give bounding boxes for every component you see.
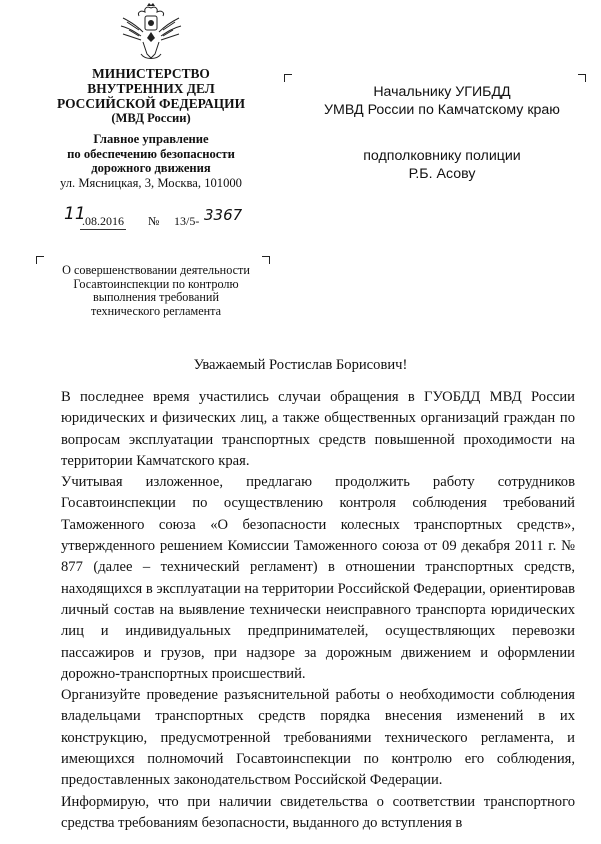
- recipient-line: подполковнику полиции: [363, 148, 521, 164]
- body-paragraph: Учитывая изложенное, предлагаю продолжить работу сотрудников Госавтоинспекции по осуществлению контроля соблюдения требований Таможенного союза «О безопасности колесных транспортных средств», утвержденного решением Комиссии Таможенного союза от 09 декабря 2011 г. № 877 (далее – технический регламент) в отношении транспортных средств, находящихся в эксплуатации на территории Российской Федерации, ориентировав личный состав на выявление технически неисправного транспорта юридических лиц и индивидуальных предпринимателей, осуществляющих перевозки пассажиров и грузов, при надзоре за дорожным движением и оформлении дорожно-транспортных происшествий.: [61, 474, 575, 682]
- recipient-line: Начальнику УГИБДД: [373, 84, 511, 100]
- ministry-emblem-icon: [117, 2, 185, 64]
- body-paragraph: Организуйте проведение разъяснительной работы о необходимости соблюдения владельцами транспортных средств порядка внесения изменений в их конструкцию, предусмотренной требованиями технического регламента, и имеющихся полномочий Госавтоинспекции по контролю его соблюдения, предоставленных законодательством Российской Федерации.: [61, 687, 575, 789]
- subject-line: Госавтоинспекции по контролю: [73, 276, 239, 291]
- recipient-line: УМВД России по Камчатскому краю: [324, 102, 560, 118]
- salutation: Уважаемый Ростислав Борисович!: [193, 357, 408, 373]
- recipient-block: [296, 83, 588, 183]
- letter-body: [61, 387, 575, 834]
- body-paragraph: Информирую, что при наличии свидетельства о соответствии транспортного средства требованиям безопасности, выданного до вступления в: [61, 793, 575, 831]
- subject-line: выполнения требований: [93, 290, 219, 305]
- org-line: РОССИЙСКОЙ ФЕДЕРАЦИИ: [56, 95, 246, 111]
- registration-line: [62, 204, 252, 228]
- recipient-corner-mark: [578, 74, 586, 82]
- letter-subject: [52, 264, 260, 318]
- number-sign: №: [148, 214, 160, 228]
- org-line: ВНУТРЕННИХ ДЕЛ: [87, 80, 215, 96]
- handwritten-number: 3367: [204, 206, 243, 224]
- org-line: (МВД России): [111, 111, 191, 126]
- subject-corner-mark: [262, 256, 270, 264]
- registration-date: .08.2016: [82, 214, 124, 228]
- recipient-line: Р.Б. Асову: [408, 166, 476, 182]
- body-paragraph: В последнее время участились случаи обращения в ГУОБДД МВД России юридических и физических лиц, а также общественных организаций граждан по вопросам эксплуатации транспортных средств повышенной проходимости на территории Камчатского края.: [61, 389, 575, 469]
- sender-address: ул. Мясницкая, 3, Москва, 101000: [60, 175, 242, 190]
- dept-line: Главное управление: [93, 131, 209, 146]
- dept-line: дорожного движения: [91, 161, 211, 176]
- org-line: МИНИСТЕРСТВО: [92, 66, 210, 81]
- subject-line: технического регламента: [90, 303, 222, 318]
- handwritten-day: 11: [64, 204, 86, 224]
- subject-corner-mark: [36, 256, 44, 264]
- sender-organization: [52, 67, 250, 191]
- subject-line: О совершенствовании деятельности: [62, 263, 250, 277]
- registration-number: 13/5-: [174, 214, 200, 228]
- recipient-corner-mark: [284, 74, 292, 82]
- dept-line: по обеспечению безопасности: [67, 146, 235, 161]
